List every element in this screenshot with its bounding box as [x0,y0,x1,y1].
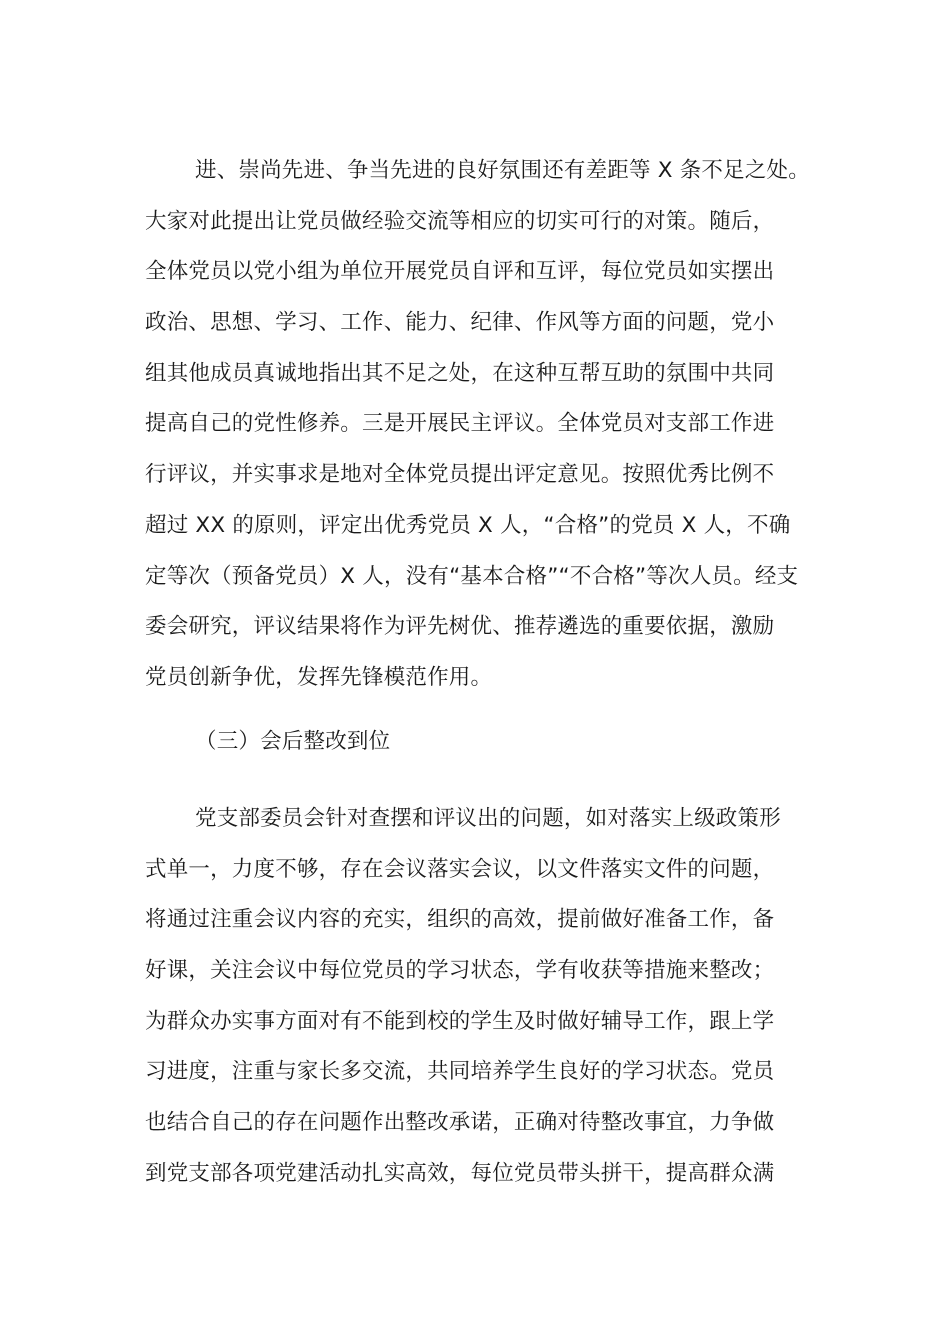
paragraph-democratic-review [145,146,825,704]
paragraph-line: 委会研究，评议结果将作为评先树优、推荐遴选的重要依据，激励 [145,614,775,640]
paragraph-line: 也结合自己的存在问题作出整改承诺，正确对待整改事宜，力争做 [145,1110,775,1136]
paragraph-line: 党员创新争优，发挥先锋模范作用。 [145,664,493,690]
paragraph-line: 到党支部各项党建活动扎实高效，每位党员带头拼干，提高群众满 [145,1160,775,1186]
paragraph-line: 行评议，并实事求是地对全体党员提出评定意见。按照优秀比例不 [145,462,775,488]
paragraph-line: 好课，关注会议中每位党员的学习状态，学有收获等措施来整改； [145,958,775,984]
paragraph-line: 进、崇尚先进、争当先进的良好氛围还有差距等 X 条不足之处。 [195,158,810,183]
paragraph-line: 定等次（预备党员）X 人，没有“基本合格”“不合格”等次人员。经支 [145,563,799,589]
paragraph-line: 提高自己的党性修养。三是开展民主评议。全体党员对支部工作进 [145,411,775,437]
paragraph-line: 政治、思想、学习、工作、能力、纪律、作风等方面的问题，党小 [145,310,775,336]
paragraph-line: 党支部委员会针对查摆和评议出的问题，如对落实上级政策形 [195,806,781,831]
paragraph-line: 将通过注重会议内容的充实，组织的高效，提前做好准备工作，备 [145,907,775,933]
section-heading-text: （三）会后整改到位 [195,729,391,754]
paragraph-line: 全体党员以党小组为单位开展党员自评和互评，每位党员如实摆出 [145,259,775,285]
paragraph-line: 式单一，力度不够，存在会议落实会议，以文件落实文件的问题， [145,856,775,882]
paragraph-line: 习进度，注重与家长多交流，共同培养学生良好的学习状态。党员 [145,1059,775,1085]
paragraph-line: 超过 XX 的原则，评定出优秀党员 X 人，“合格”的党员 X 人，不确 [145,512,791,538]
paragraph-line: 大家对此提出让党员做经验交流等相应的切实可行的对策。随后， [145,208,775,234]
section-heading [145,717,825,768]
paragraph-rectification [145,794,825,1200]
paragraph-line: 组其他成员真诚地指出其不足之处，在这种互帮互助的氛围中共同 [145,360,775,386]
paragraph-line: 为群众办实事方面对有不能到校的学生及时做好辅导工作，跟上学 [145,1008,775,1034]
